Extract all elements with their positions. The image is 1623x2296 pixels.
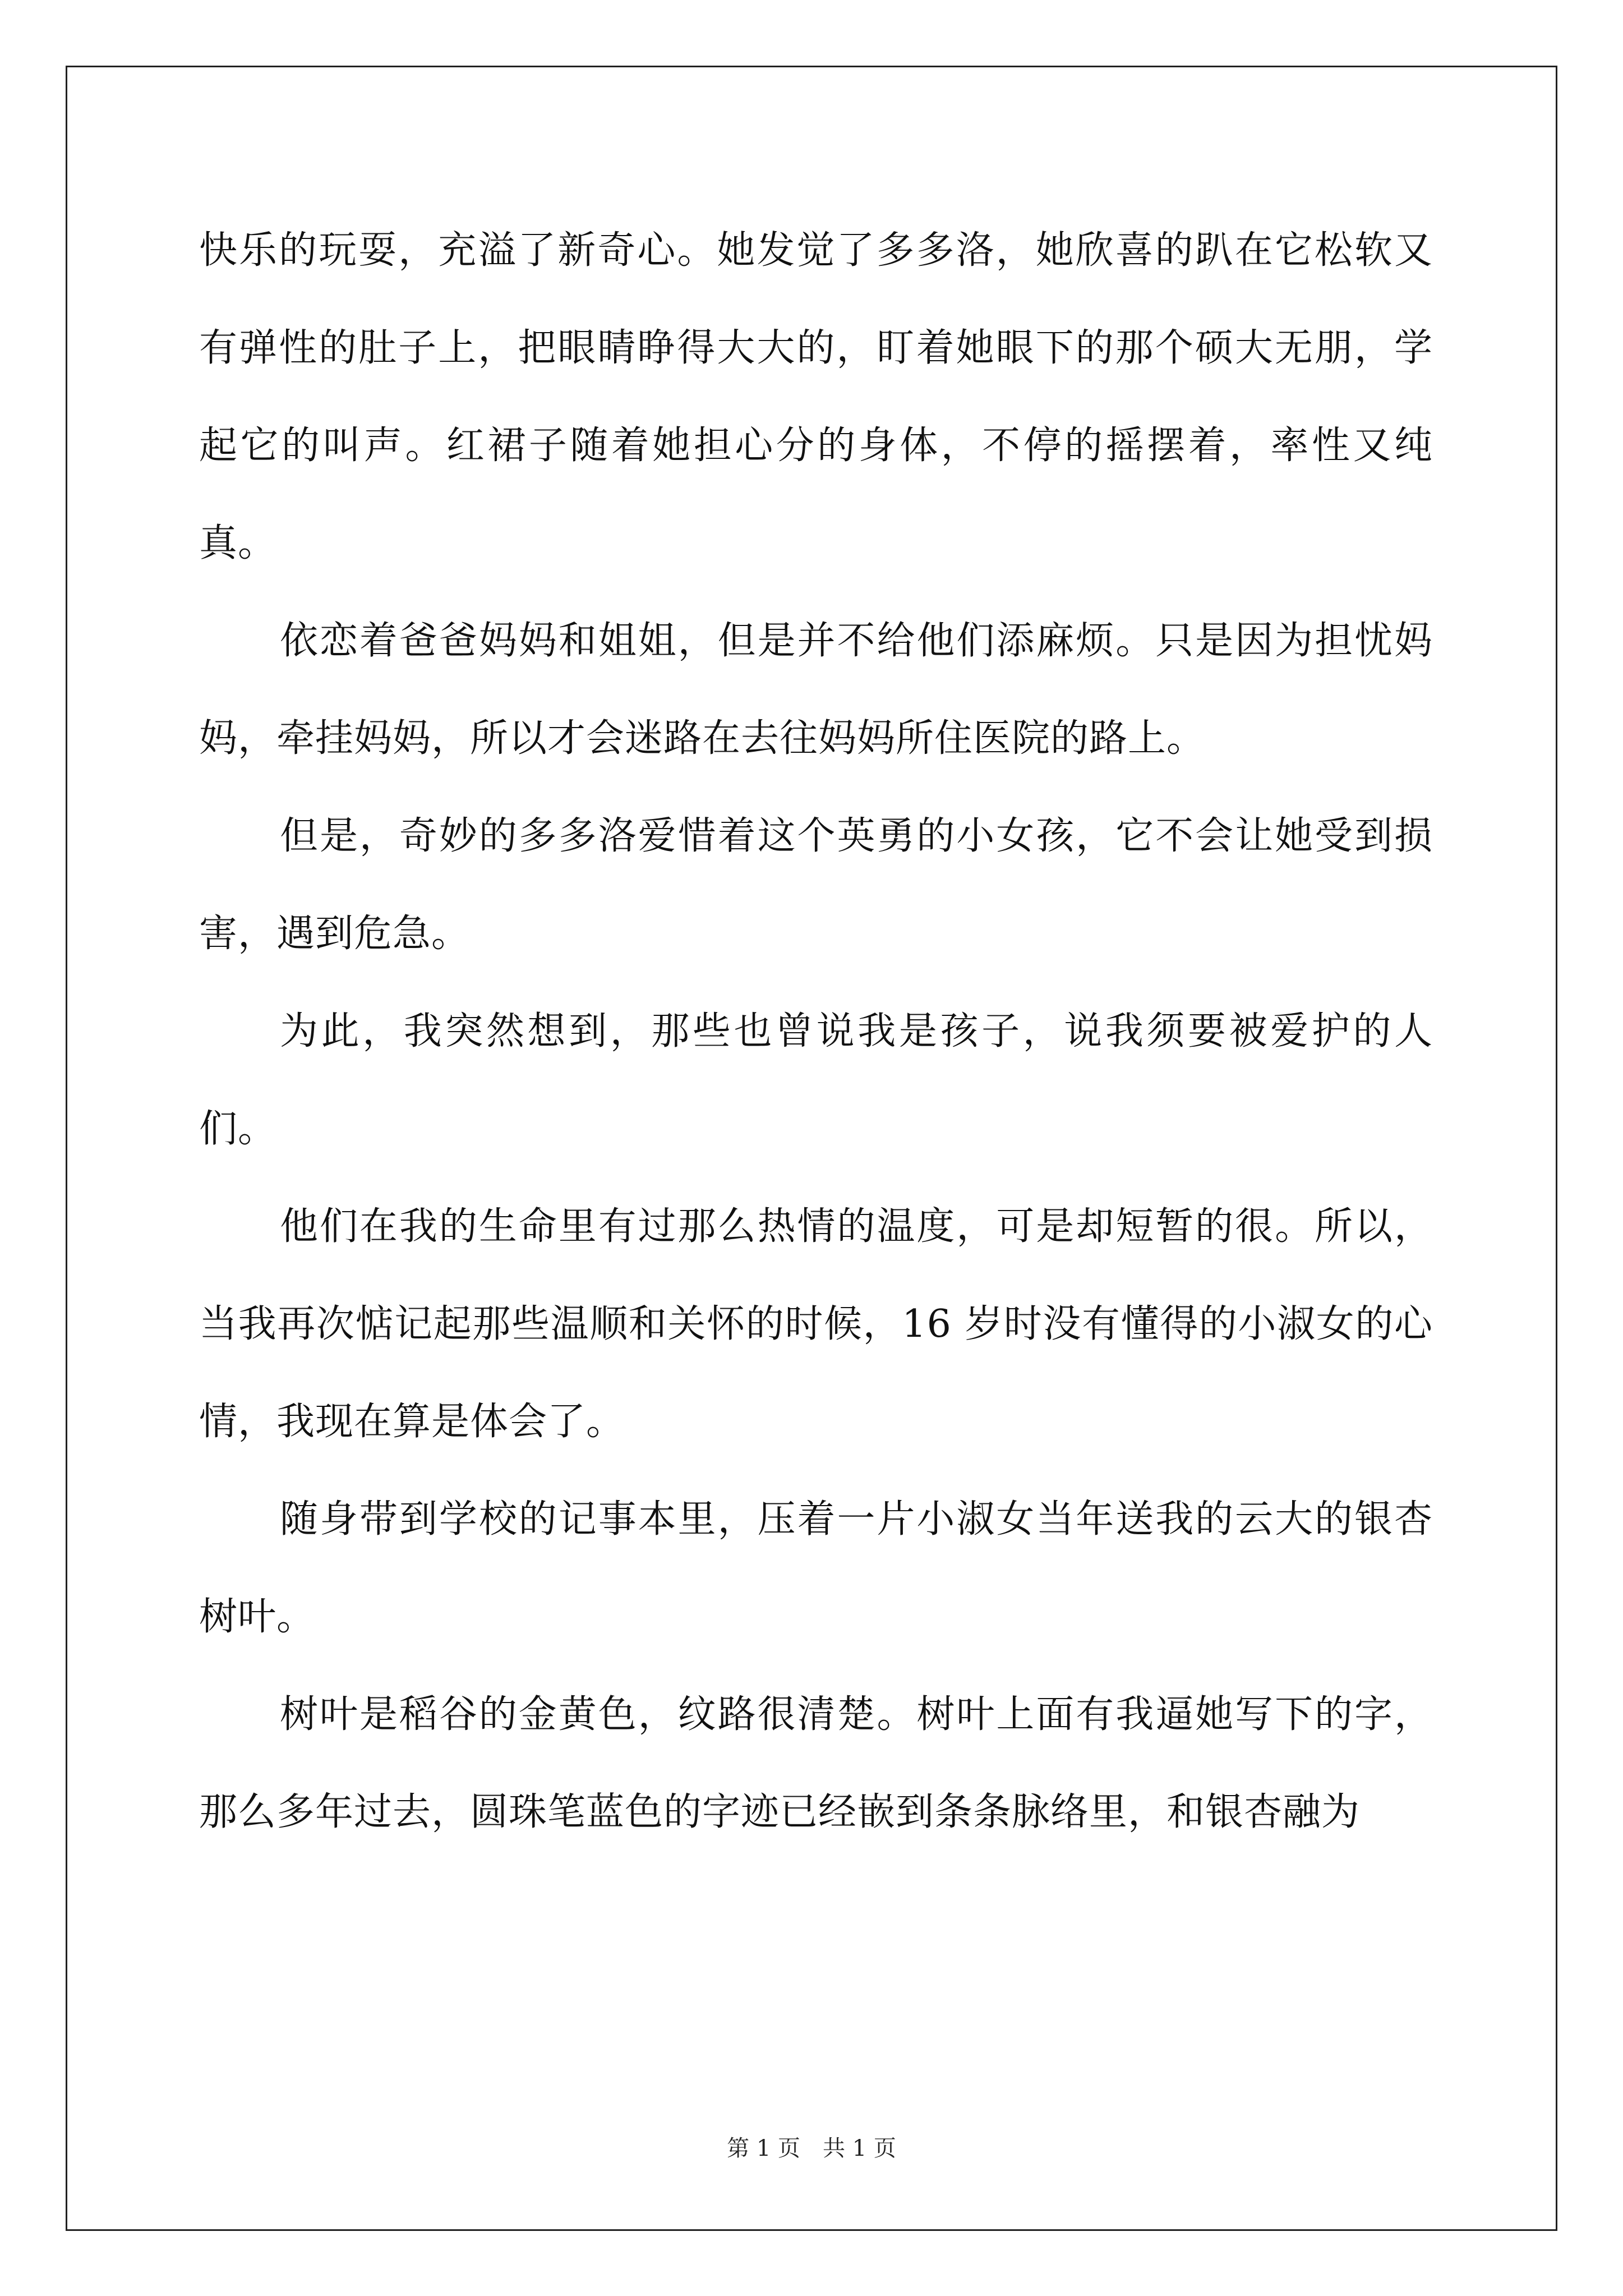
- paragraph-2: 依恋着爸爸妈妈和姐姐，但是并不给他们添麻烦。只是因为担忧妈妈，牵挂妈妈，所以才会迷路在去往妈妈所住医院的路上。: [199, 619, 1433, 761]
- paragraph-4: 为此，我突然想到，那些也曾说我是孩子，说我须要被爱护的人们。: [199, 1009, 1433, 1151]
- paragraph-3: 但是，奇妙的多多洛爱惜着这个英勇的小女孩，它不会让她受到损害，遇到危急。: [199, 814, 1433, 956]
- paragraph-5: 他们在我的生命里有过那么热情的温度，可是却短暂的很。所以，当我再次惦记起那些温顺和关怀的时候，16 岁时没有懂得的小淑女的心情，我现在算是体会了。: [199, 1204, 1433, 1444]
- paragraph-7: 树叶是稻谷的金黄色，纹路很清楚。树叶上面有我逼她写下的字，那么多年过去，圆珠笔蓝色的字迹已经嵌到条条脉络里，和银杏融为: [199, 1692, 1433, 1834]
- page-footer: 第 1 页 共 1 页: [727, 2136, 896, 2161]
- paragraph-6: 随身带到学校的记事本里，压着一片小淑女当年送我的云大的银杏树叶。: [199, 1497, 1433, 1639]
- paragraph-1: 快乐的玩耍，充溢了新奇心。她发觉了多多洛，她欣喜的趴在它松软又有弹性的肚子上，把眼睛睁得大大的，盯着她眼下的那个硕大无朋，学起它的叫声。红裙子随着她担心分的身体，不停的摇摆着，率性又纯真。: [199, 228, 1433, 565]
- document-body: [199, 202, 1433, 1861]
